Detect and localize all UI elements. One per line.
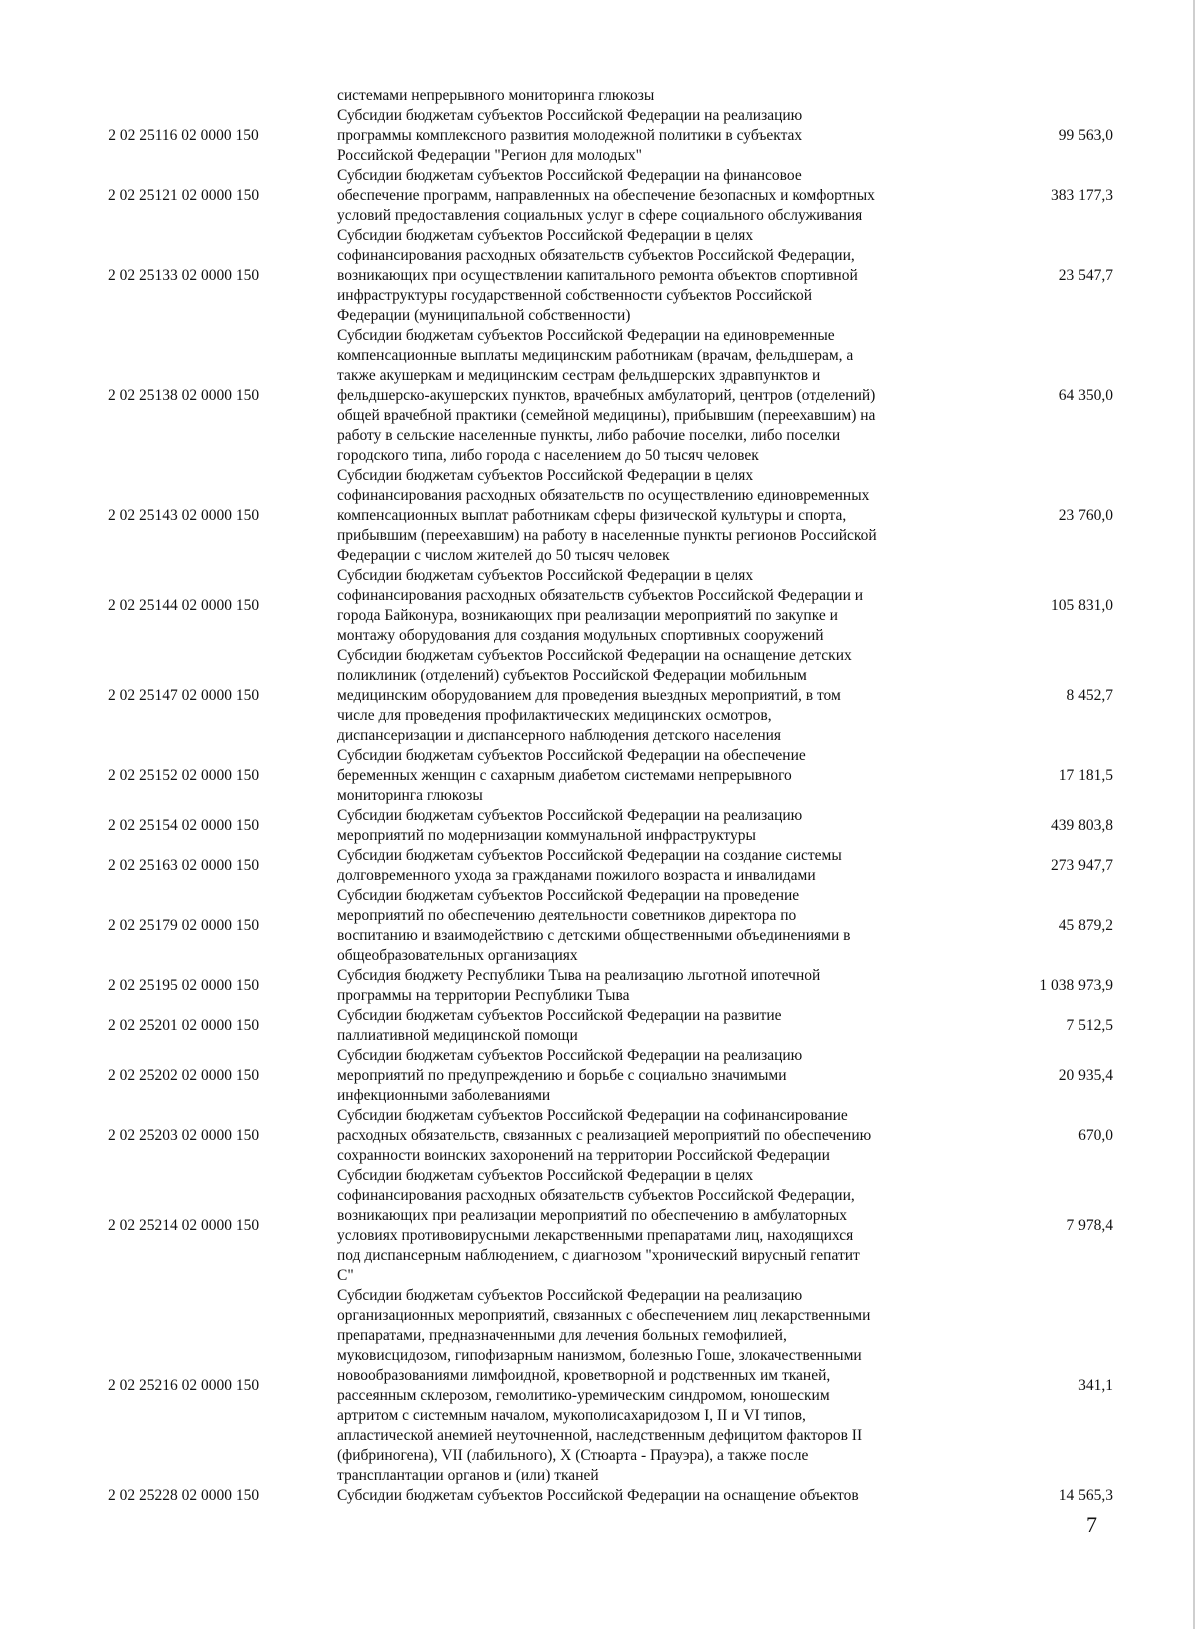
amount: 64 350,0 (1058, 387, 1113, 404)
table-row (0, 1286, 1200, 1486)
budget-code: 2 02 25214 02 0000 150 (107, 1217, 260, 1234)
budget-code: 2 02 25133 02 0000 150 (107, 267, 260, 284)
amount: 23 760,0 (1058, 507, 1113, 524)
table-row (0, 1486, 1200, 1506)
subsidy-description: Субсидии бюджетам субъектов Российской Федерации на реализацию мероприятий по модернизации коммунальной инфраструктуры (337, 807, 803, 844)
amount: 45 879,2 (1058, 917, 1113, 934)
amount: 341,1 (1078, 1377, 1113, 1394)
table-row (0, 166, 1200, 226)
budget-code: 2 02 25138 02 0000 150 (107, 387, 260, 404)
subsidy-description: Субсидии бюджетам субъектов Российской Федерации на реализацию организационных мероприятий, связанных с обеспечением лиц лекарственными препаратами, предназначенными для лечения больных гемофилией, муковисцидозом, гипофизарным нанизмом, болезнью Гоше, злокачественными новообразованиями лимфоидной, кроветворной и родственных им тканей, рассеянным склерозом, гемолитико-уремическим синдромом, юношеским артритом с системным началом, мукополисахаридозом I, II и VI типов, апластической анемией неуточненной, наследственным дефицитом факторов II (фибриногена), VII (лабильного), X (Стюарта - Прауэра), а также после трансплантации органов и (или) тканей (337, 1287, 871, 1484)
table-row (0, 106, 1200, 166)
amount: 17 181,5 (1058, 767, 1113, 784)
table-row (0, 1106, 1200, 1166)
table-row (0, 966, 1200, 1006)
subsidy-description: Субсидии бюджетам субъектов Российской Федерации на реализацию мероприятий по предупреждению и борьбе с социально значимыми инфекционными заболеваниями (337, 1047, 803, 1104)
subsidy-description: Субсидии бюджетам субъектов Российской Федерации на создание системы долговременного ухода за гражданами пожилого возраста и инвалидами (337, 847, 842, 884)
amount: 20 935,4 (1058, 1067, 1113, 1084)
budget-code: 2 02 25163 02 0000 150 (107, 857, 260, 874)
amount: 7 512,5 (1066, 1017, 1113, 1034)
subsidy-description: Субсидии бюджетам субъектов Российской Федерации в целях софинансирования расходных обязательств по осуществлению единовременных компенсационных выплат работникам сферы физической культуры и спорта, прибывшим (переехавшим) на работу в населенные пункты регионов Российской Федерации с числом жителей до 50 тысяч человек (337, 467, 877, 564)
budget-code: 2 02 25116 02 0000 150 (108, 127, 259, 144)
subsidy-description: Субсидии бюджетам субъектов Российской Федерации на оснащение детских поликлиник (отделений) субъектов Российской Федерации мобильным медицинским оборудованием для проведения выездных мероприятий, в том числе для проведения профилактических медицинских осмотров, диспансеризации и диспансерного наблюдения детского населения (337, 647, 852, 744)
amount: 105 831,0 (1051, 597, 1113, 614)
budget-code: 2 02 25152 02 0000 150 (107, 767, 260, 784)
subsidy-description: Субсидии бюджетам субъектов Российской Федерации на оснащение объектов (337, 1487, 859, 1504)
table-row (0, 1166, 1200, 1286)
amount: 14 565,3 (1058, 1487, 1113, 1504)
table-row (0, 466, 1200, 566)
subsidy-description: Субсидии бюджетам субъектов Российской Федерации на софинансирование расходных обязательств, связанных с реализацией мероприятий по обеспечению сохранности воинских захоронений на территории Российской Федерации (337, 1107, 872, 1164)
budget-code: 2 02 25202 02 0000 150 (107, 1067, 260, 1084)
page-number: 7 (1086, 1512, 1097, 1537)
subsidy-description: Субсидии бюджетам субъектов Российской Федерации в целях софинансирования расходных обязательств субъектов Российской Федерации, возникающих при реализации мероприятий по обеспечению в амбулаторных условиях противовирусными лекарственными препаратами лиц, находящихся под диспансерным наблюдением, с диагнозом "хронический вирусный гепатит С" (337, 1167, 860, 1284)
subsidy-description: Субсидии бюджетам субъектов Российской Федерации на развитие паллиативной медицинской помощи (337, 1007, 782, 1044)
budget-code: 2 02 25216 02 0000 150 (107, 1377, 260, 1394)
amount: 99 563,0 (1058, 127, 1113, 144)
budget-code: 2 02 25195 02 0000 150 (107, 977, 260, 994)
amount: 8 452,7 (1066, 687, 1113, 704)
table-row (0, 886, 1200, 966)
amount: 273 947,7 (1051, 857, 1113, 874)
budget-code: 2 02 25121 02 0000 150 (107, 187, 260, 204)
subsidy-description: Субсидии бюджетам субъектов Российской Федерации на проведение мероприятий по обеспечению деятельности советников директора по воспитанию и взаимодействию с детскими общественными объединениями в общеобразовательных организациях (337, 887, 851, 964)
subsidy-description: Субсидии бюджетам субъектов Российской Федерации на обеспечение беременных женщин с сахарным диабетом системами непрерывного мониторинга глюкозы (337, 747, 806, 804)
budget-code: 2 02 25143 02 0000 150 (107, 507, 260, 524)
table-row (0, 646, 1200, 746)
subsidy-description: Субсидия бюджету Республики Тыва на реализацию льготной ипотечной программы на территории Республики Тыва (337, 967, 821, 1004)
table-row (0, 1006, 1200, 1046)
table-row (0, 326, 1200, 466)
amount: 1 038 973,9 (1039, 977, 1113, 994)
table-row (0, 806, 1200, 846)
budget-code: 2 02 25154 02 0000 150 (107, 817, 260, 834)
table-row (0, 566, 1200, 646)
subsidy-description: Субсидии бюджетам субъектов Российской Федерации в целях софинансирования расходных обязательств субъектов Российской Федерации и города Байконура, возникающих при реализации мероприятий по закупке и монтажу оборудования для создания модульных спортивных сооружений (337, 567, 864, 644)
subsidy-description: Субсидии бюджетам субъектов Российской Федерации в целях софинансирования расходных обязательств субъектов Российской Федерации, возникающих при осуществлении капитального ремонта объектов спортивной инфраструктуры государственной собственности субъектов Российской Федерации (муниципальной собственности) (337, 227, 858, 324)
budget-code: 2 02 25228 02 0000 150 (107, 1487, 260, 1504)
subsidy-description: Субсидии бюджетам субъектов Российской Федерации на единовременные компенсационные выплаты медицинским работникам (врачам, фельдшерам, а также акушеркам и медицинским сестрам фельдшерских здравпунктов и фельдшерско-акушерских пунктов, врачебных амбулаторий, центров (отделений) общей врачебной практики (семейной медицины), прибывшим (переехавшим) на работу в сельские населенные пункты, либо рабочие поселки, либо поселки городского типа, либо города с населением до 50 тысяч человек (337, 327, 876, 464)
continued-line: системами непрерывного мониторинга глюкозы (337, 87, 655, 104)
subsidy-description: Субсидии бюджетам субъектов Российской Федерации на реализацию программы комплексного развития молодежной политики в субъектах Российской Федерации "Регион для молодых" (337, 107, 803, 164)
amount: 7 978,4 (1066, 1217, 1113, 1234)
table-row (0, 846, 1200, 886)
budget-code: 2 02 25144 02 0000 150 (107, 597, 260, 614)
budget-code: 2 02 25201 02 0000 150 (107, 1017, 260, 1034)
budget-code: 2 02 25147 02 0000 150 (107, 687, 260, 704)
amount: 23 547,7 (1058, 267, 1113, 284)
subsidy-description: Субсидии бюджетам субъектов Российской Федерации на финансовое обеспечение программ, направленных на обеспечение безопасных и комфортных условий предоставления социальных услуг в сфере социального обслуживания (337, 167, 875, 224)
budget-table (0, 106, 1200, 1506)
table-row (0, 1046, 1200, 1106)
budget-code: 2 02 25179 02 0000 150 (107, 917, 260, 934)
amount: 439 803,8 (1051, 817, 1113, 834)
amount: 670,0 (1078, 1127, 1113, 1144)
table-row (0, 226, 1200, 326)
amount: 383 177,3 (1051, 187, 1113, 204)
table-row (0, 746, 1200, 806)
budget-code: 2 02 25203 02 0000 150 (107, 1127, 260, 1144)
